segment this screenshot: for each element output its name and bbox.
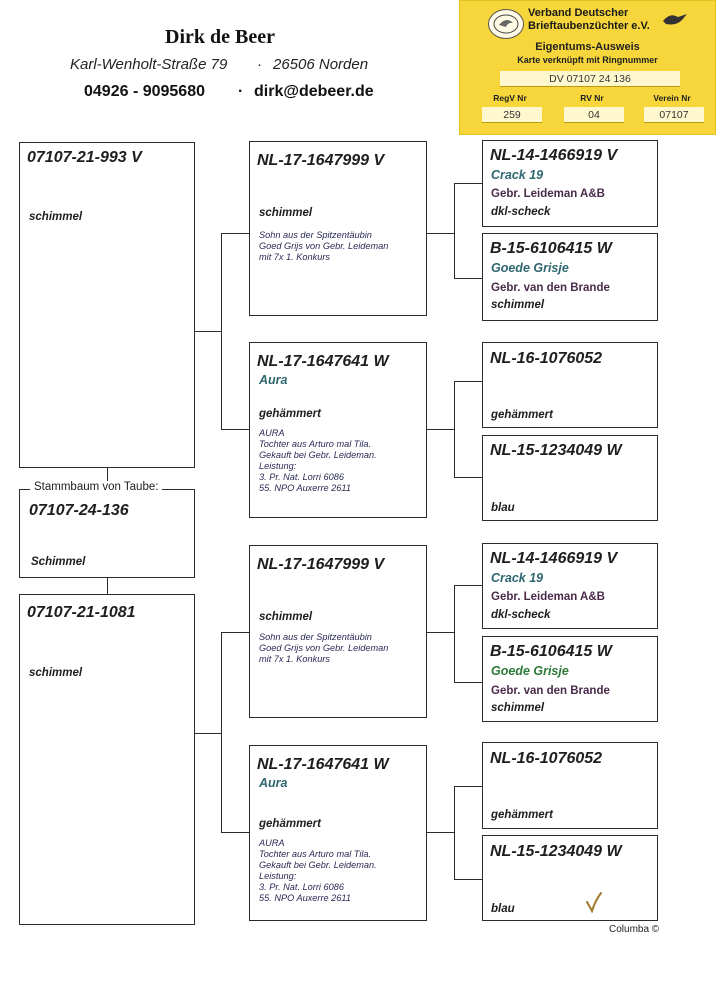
mff-color: dkl-scheck bbox=[491, 609, 551, 621]
ffm-box[interactable] bbox=[482, 233, 658, 321]
mf-color: schimmel bbox=[259, 611, 313, 623]
fm-color: gehämmert bbox=[259, 408, 321, 420]
card-ring-field: DV 07107 24 136 bbox=[500, 71, 680, 87]
mmm-ring: NL-15-1234049 W bbox=[490, 843, 622, 860]
fm-box[interactable] bbox=[249, 342, 427, 518]
pigeon-icon bbox=[660, 9, 690, 29]
mfm-ring: B-15-6106415 W bbox=[490, 643, 612, 660]
connector bbox=[426, 233, 455, 234]
ffm-name: Goede Grisje bbox=[491, 261, 569, 275]
mfm-box[interactable] bbox=[482, 636, 658, 722]
card-value-regv: 259 bbox=[482, 107, 542, 123]
mmm-box[interactable] bbox=[482, 835, 658, 921]
connector bbox=[194, 331, 222, 332]
checkmark-icon bbox=[585, 891, 603, 913]
fm-name: Aura bbox=[259, 373, 288, 387]
fm-ring: NL-17-1647641 W bbox=[257, 353, 389, 370]
mm-name: Aura bbox=[259, 776, 288, 790]
connector bbox=[454, 585, 455, 682]
fff-ring: NL-14-1466919 V bbox=[490, 147, 618, 164]
contact-separator: · bbox=[238, 83, 244, 100]
breeder-name: Dirk de Beer bbox=[165, 26, 275, 48]
card-title: Verband Deutscher Brieftaubenzüchter e.V. bbox=[528, 7, 650, 32]
mfm-breeder: Gebr. van den Brande bbox=[491, 685, 610, 697]
ffm-breeder: Gebr. van den Brande bbox=[491, 282, 610, 294]
father-color: schimmel bbox=[29, 211, 83, 223]
fff-name: Crack 19 bbox=[491, 168, 544, 182]
mother-color: schimmel bbox=[29, 667, 83, 679]
connector bbox=[221, 429, 249, 430]
connector bbox=[107, 468, 108, 482]
mff-box[interactable] bbox=[482, 543, 658, 629]
card-label-verein: Verein Nr bbox=[653, 93, 691, 103]
ff-box[interactable] bbox=[249, 141, 427, 316]
fm-notes: AURA Tochter aus Arturo mal Tila. Gekauft bei Gebr. Leideman. Leistung: 3. Pr. Nat. Lorri 6086 55. NPO Auxerre 2611 bbox=[259, 428, 377, 493]
connector bbox=[221, 233, 249, 234]
connector bbox=[194, 733, 222, 734]
mff-ring: NL-14-1466919 V bbox=[490, 550, 618, 567]
connector bbox=[454, 183, 482, 184]
mm-ring: NL-17-1647641 W bbox=[257, 756, 389, 773]
connector bbox=[221, 233, 222, 429]
connector bbox=[454, 381, 482, 382]
connector bbox=[454, 278, 482, 279]
breeder-email: dirk@debeer.de bbox=[254, 83, 374, 100]
father-box[interactable] bbox=[19, 142, 195, 468]
ownership-card bbox=[459, 0, 716, 135]
fff-box[interactable] bbox=[482, 140, 658, 227]
ff-notes: Sohn aus der Spitzentäubin Goed Grijs von Gebr. Leideman mit 7x 1. Konkurs bbox=[259, 230, 389, 262]
ff-color: schimmel bbox=[259, 207, 313, 219]
connector bbox=[426, 832, 455, 833]
connector bbox=[454, 786, 482, 787]
mmm-color: blau bbox=[491, 903, 515, 915]
connector bbox=[454, 682, 482, 683]
subject-box[interactable] bbox=[19, 489, 195, 578]
connector bbox=[221, 632, 222, 832]
subject-label: Stammbaum von Taube: bbox=[30, 481, 162, 493]
card-label-regv: RegV Nr bbox=[493, 93, 527, 103]
mother-box[interactable] bbox=[19, 594, 195, 925]
address-separator: · bbox=[257, 56, 262, 73]
connector bbox=[454, 183, 455, 278]
card-value-rv: 04 bbox=[564, 107, 624, 123]
mm-color: gehämmert bbox=[259, 818, 321, 830]
connector bbox=[426, 429, 455, 430]
mmf-color: gehämmert bbox=[491, 809, 553, 821]
mfm-color: schimmel bbox=[491, 702, 545, 714]
connector bbox=[426, 632, 455, 633]
connector bbox=[454, 879, 482, 880]
mff-breeder: Gebr. Leideman A&B bbox=[491, 591, 605, 603]
mm-box[interactable] bbox=[249, 745, 427, 921]
fmm-box[interactable] bbox=[482, 435, 658, 521]
fff-breeder: Gebr. Leideman A&B bbox=[491, 188, 605, 200]
connector bbox=[107, 578, 108, 594]
connector bbox=[454, 585, 482, 586]
subject-ring: 07107-24-136 bbox=[29, 502, 129, 519]
breeder-street: Karl-Wenholt-Straße 79 bbox=[70, 56, 228, 73]
mmf-ring: NL-16-1076052 bbox=[490, 750, 603, 767]
fmm-ring: NL-15-1234049 W bbox=[490, 442, 622, 459]
connector bbox=[221, 832, 249, 833]
mm-notes: AURA Tochter aus Arturo mal Tila. Gekauft bei Gebr. Leideman. Leistung: 3. Pr. Nat. Lorri 6086 55. NPO Auxerre 2611 bbox=[259, 838, 377, 903]
fmf-ring: NL-16-1076052 bbox=[490, 350, 603, 367]
ff-ring: NL-17-1647999 V bbox=[257, 152, 385, 169]
fmf-box[interactable] bbox=[482, 342, 658, 428]
card-label-rv: RV Nr bbox=[580, 93, 604, 103]
father-ring: 07107-21-993 V bbox=[27, 149, 142, 166]
connector bbox=[454, 381, 455, 477]
fmm-color: blau bbox=[491, 502, 515, 514]
mff-name: Crack 19 bbox=[491, 571, 544, 585]
mother-ring: 07107-21-1081 bbox=[27, 604, 136, 621]
card-subtitle: Eigentums-Ausweis bbox=[535, 41, 640, 53]
ffm-color: schimmel bbox=[491, 299, 545, 311]
mf-notes: Sohn aus der Spitzentäubin Goed Grijs von Gebr. Leideman mit 7x 1. Konkurs bbox=[259, 632, 389, 664]
ffm-ring: B-15-6106415 W bbox=[490, 240, 612, 257]
subject-color: Schimmel bbox=[31, 556, 86, 568]
mfm-name: Goede Grisje bbox=[491, 664, 569, 678]
mf-ring: NL-17-1647999 V bbox=[257, 556, 385, 573]
fff-color: dkl-scheck bbox=[491, 206, 551, 218]
fmf-color: gehämmert bbox=[491, 409, 553, 421]
breeder-phone: 04926 - 9095680 bbox=[84, 83, 205, 100]
footer-credit: Columba © bbox=[609, 924, 660, 935]
connector bbox=[454, 786, 455, 879]
mmf-box[interactable] bbox=[482, 742, 658, 829]
connector bbox=[221, 632, 249, 633]
card-value-verein: 07107 bbox=[644, 107, 704, 123]
breeder-city: 26506 Norden bbox=[273, 56, 369, 73]
mf-box[interactable] bbox=[249, 545, 427, 718]
vdbt-logo-icon bbox=[488, 9, 524, 39]
card-subtitle-2: Karte verknüpft mit Ringnummer bbox=[517, 55, 658, 65]
connector bbox=[454, 477, 482, 478]
